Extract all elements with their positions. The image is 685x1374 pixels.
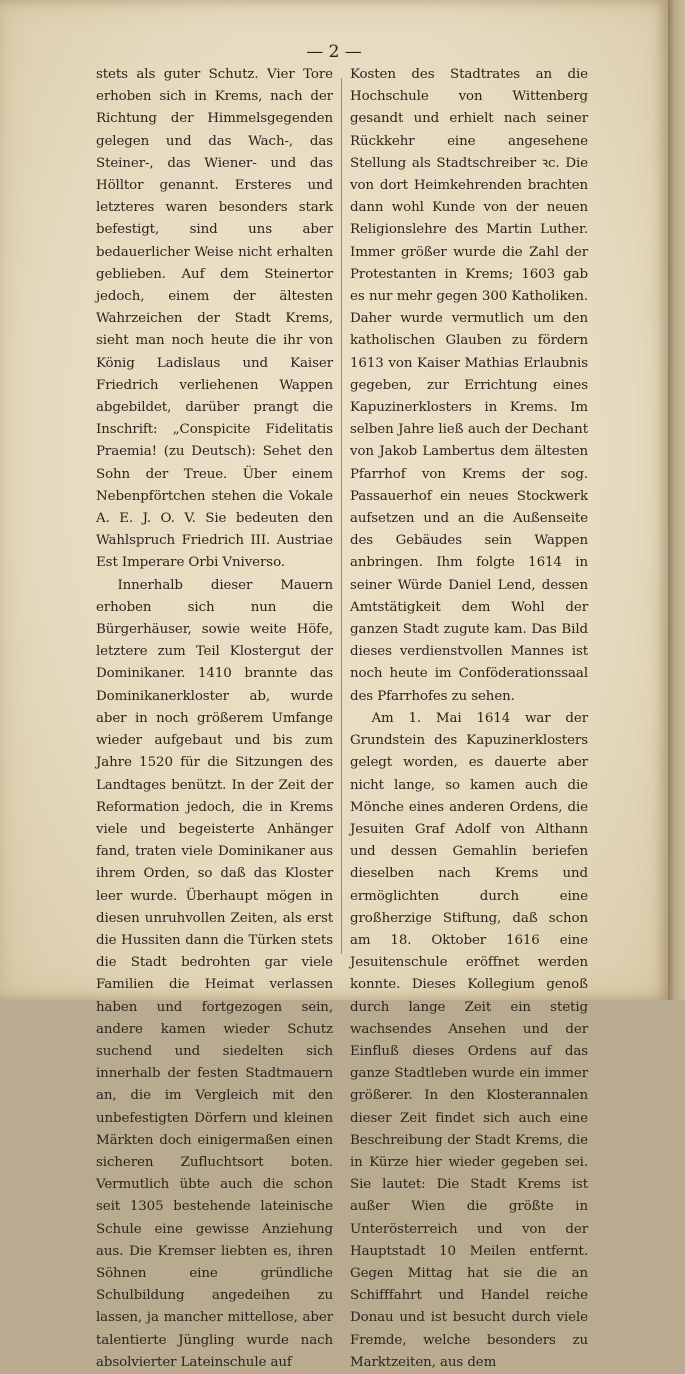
page-edge [668,0,685,1000]
right-column-text [350,64,588,1374]
paragraph: Kosten des Stadtrates an die Hochschule von Wittenberg gesandt und erhielt nach seiner Rückkehr eine angesehene Stellung als Stadtschreiber ꝛc. Die von dort Heimkehrenden brachten dann wohl Kunde von der neuen Religionslehre des Martin Luther. Immer größer wurde die Zahl der Protestanten in Krems; 1603 gab es nur mehr gegen 300 Katholiken. Daher wurde vermutlich um den katholischen Glauben zu fördern 1613 von Kaiser Mathias Erlaubnis gegeben, zur Errichtung eines Kapuzinerklosters in Krems. Im selben Jahre ließ auch der Dechant von Jakob Lambertus dem ältesten Pfarrhof von Krems der sog. Passauerhof ein neues Stockwerk aufsetzen und an die Außenseite des Gebäudes sein Wappen anbringen. Ihm folgte 1614 in seiner Würde Daniel Lend, dessen Amtstätigkeit dem Wohl der ganzen Stadt zugute kam. Das Bild dieses verdienstvollen Mannes ist noch heute im Conföderationssaal des Pfarrhofes zu sehen. [350,67,588,704]
paragraph: Innerhalb dieser Mauern erhoben sich nun die Bürgerhäuser, sowie weite Höfe, letztere zum Teil Klostergut der Dominikaner. 1410 brannte das Dominikanerkloster ab, wurde aber in noch größerem Umfange wieder aufgebaut und bis zum Jahre 1520 für die Sitzungen des Landtages benützt. In der Zeit der Reformation jedoch, die in Krems viele und begeisterte Anhänger fand, traten viele Dominikaner aus ihrem Orden, so daß das Kloster leer wurde. Überhaupt mögen in diesen unruhvollen Zeiten, als erst die Hussiten dann die Türken stets die Stadt bedrohten gar viele Familien die Heimat verlassen haben und fortgezogen sein, andere kamen wieder Schutz suchend und siedelten sich innerhalb der festen Stadtmauern an, die im Vergleich mit den unbefestigten Dörfern und kleinen Märkten doch einigermaßen einen sicheren Zufluchtsort boten. Vermutlich übte auch die schon seit 1305 bestehende lateinische Schule eine gewisse Anziehung aus. Die Kremser liebten es, ihren Söhnen eine gründliche Schulbildung angedeihen zu lassen, ja mancher mittellose, aber talentierte Jüngling wurde nach absolvierter Lateinschule auf [96,577,333,1370]
column-divider [341,78,342,954]
left-column [96,64,333,1370]
paragraph: Am 1. Mai 1614 war der Grundstein des Kapuzinerklosters gelegt worden, es dauerte aber nicht lange, so kamen auch die Mönche eines anderen Ordens, die Jesuiten Graf Adolf von Althann und dessen Gemahlin beriefen dieselben nach Krems und ermöglichten durch eine großherzige Stiftung, daß schon am 18. Oktober 1616 eine Jesuitenschule eröffnet werden konnte. Dieses Kollegium genoß durch lange Zeit ein stetig wachsendes Ansehen und der Einfluß dieses Ordens auf das ganze Stadtleben wurde ein immer größerer. In den Klosterannalen dieser Zeit findet sich auch eine Beschreibung der Stadt Krems, die in Kürze hier wieder gegeben sei. Sie lautet: Die Stadt Krems ist außer Wien die größte in Unterösterreich und von der Hauptstadt 10 Meilen entfernt. Gegen Mittag hat sie die an Schifffahrt und Handel reiche Donau und ist besucht durch viele Fremde, welche besonders zu Marktzeiten, aus dem [350,710,588,1370]
right-column [350,64,588,1370]
left-column-text [96,64,333,1374]
paragraph: stets als guter Schutz. Vier Tore erhoben sich in Krems, nach der Richtung der Himmelsgegenden gelegen und das Wach-, das Steiner-, das Wiener- und das Hölltor genannt. Ersteres und letzteres waren besonders stark befestigt, sind uns aber bedauerlicher Weise nicht erhalten geblieben. Auf dem Steinertor jedoch, einem der ältesten Wahrzeichen der Stadt Krems, sieht man noch heute die ihr von König Ladislaus und Kaiser Friedrich verliehenen Wappen abgebildet, darüber prangt die Inschrift: „Conspicite Fidelitatis Praemia! (zu Deutsch): Sehet den Sohn der Treue. Über einem Nebenpförtchen stehen die Vokale A. E. J. O. V. Sie bedeuten den Wahlspruch Friedrich III. Austriae Est Imperare Orbi Vniverso. [96,67,333,571]
page-number: — 2 — [306,42,362,62]
